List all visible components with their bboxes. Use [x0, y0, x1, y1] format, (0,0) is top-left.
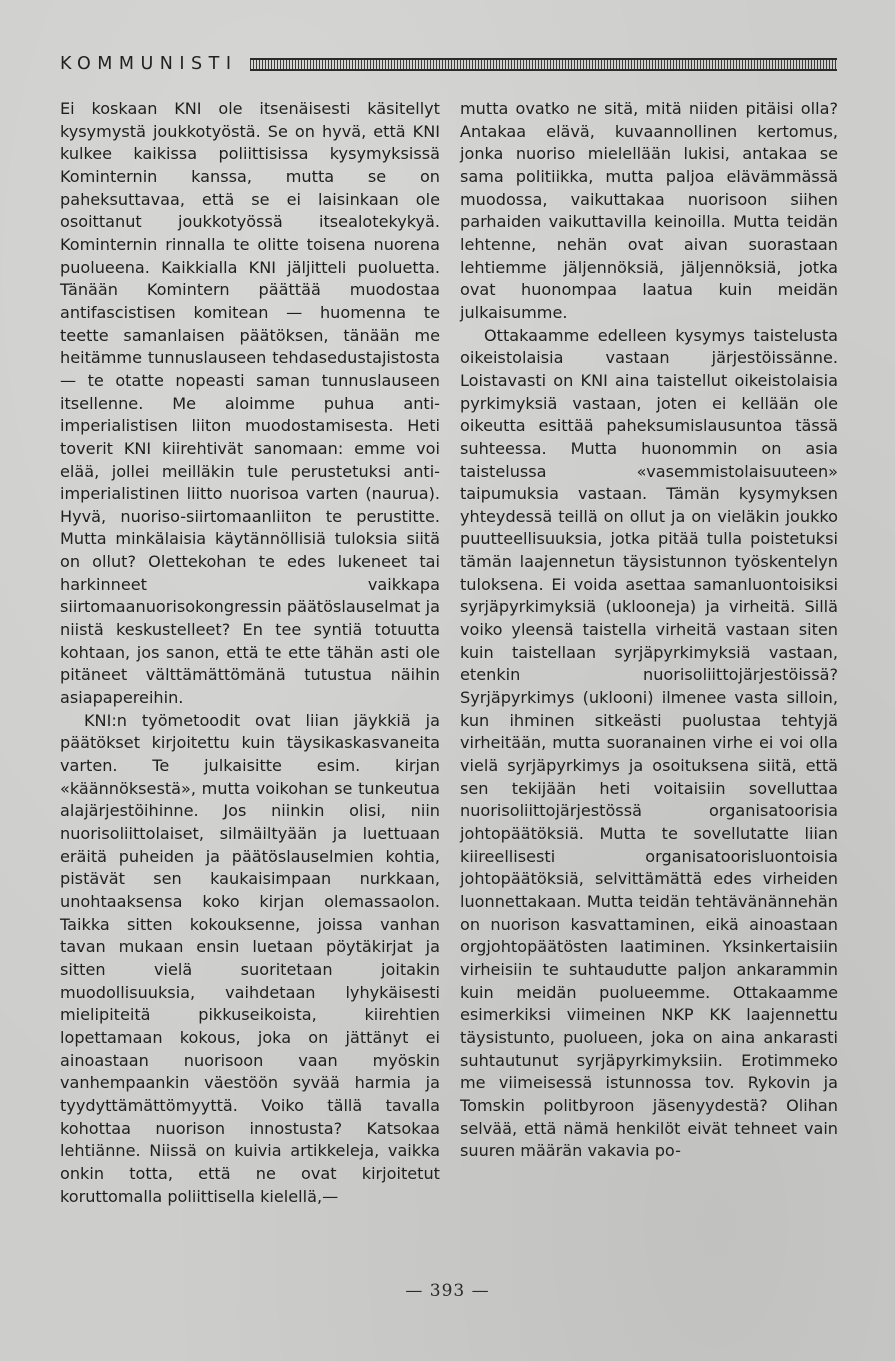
page-header — [60, 52, 837, 76]
left-paragraph-1: Ei koskaan KNI ole itsenäisesti käsitellyt kysymystä joukkotyöstä. Se on hyvä, että KNI kulkee kaikissa poliittisissa kysymyksissä Kominternin kanssa, mutta se on paheksuttavaa, että se ei laisinkaan ole osoittanut joukkotyössä itsealotekykyä. Kominternin rinnalla te olitte toisena nuorena puolueena. Kaikkialla KNI jäljitteli puoluetta. Tänään Komintern päättää muodostaa antifascistisen komitean — huomenna te teette samanlaisen päätöksen, tänään me heitämme tunnuslauseen tehdasedustajistosta — te otatte nopeasti saman tunnuslauseen itsellenne. Me aloimme puhua anti-imperialistisen liiton muodostamisesta. Heti toverit KNI kiirehtivät sanomaan: emme voi elää, jollei meilläkin tule perustetuksi anti-imperialistinen liitto nuorisoa varten (naurua). Hyvä, nuoriso-siirtomaanliiton te perustitte. Mutta minkälaisia käytännöllisiä tuloksia siitä on ollut? Olettekohan te edes lukeneet tai harkinneet vaikkapa siirtomaanuorisokongressin päätöslauselmat ja niistä keskustelleet? En tee syntiä totuutta kohtaan, jos sanon, että te ette tähän asti ole pitäneet välttämättömänä tutustua näihin asiapapereihin. — [60, 99, 440, 708]
right-column — [460, 98, 838, 1278]
right-paragraph-1: mutta ovatko ne sitä, mitä niiden pitäisi olla? Antakaa elävä, kuvaannollinen kertomus, jonka nuoriso mielellään lukisi, antakaa se sama politiikka, mutta paljoa elävämmässä muodossa, vaikuttakaa nuorisoon siihen parhaiden vaikuttavilla keinoilla. Mutta teidän lehtenne, nehän ovat aivan suorastaan lehtiemme jäljennöksiä, jäljennöksiä, jotka ovat huonompaa laatua kuin meidän julkaisumme. — [460, 99, 838, 322]
right-paragraph-2: Ottakaamme edelleen kysymys taistelusta oikeistolaisia vastaan järjestöissänne. Loistavasti on KNI aina taistellut oikeistolaisia pyrkimyksiä vastaan, joten ei kellään ole oikeutta esittää paheksumislausuntoa tässä suhteessa. Mutta huonommin on asia taistelussa «vasemmistolaisuuteen» taipumuksia vastaan. Tämän kysymyksen yhteydessä teillä on ollut ja on vieläkin joukko puutteellisuuksia, jotka pitää tulla poistetuksi tämän laajennetun täysistunnon työskentelyn tuloksena. Ei voida asettaa samanluontoisiksi syrjäpyrkimyksiä (uklooneja) ja virheitä. Sillä voiko yleensä taistella virheitä vastaan siten kuin taistellaan syrjäpyrkimyksiä vastaan, etenkin nuorisoliittojärjestöissä? Syrjäpyrkimys (uklooni) ilmenee vasta silloin, kun ihminen sitkeästi puolustaa tehtyjä virheitään, mutta suoranainen virhe ei voi olla vielä syrjäpyrkimys ja osoituksena siitä, että sen tekijään heti voitaisiin sovelluttaa nuorisoliittojärjestössä organisatoorisia johtopäätöksiä. Mutta te sovellutatte liian kiireellisesti organisatoorisluontoisia johtopäätöksiä, selvittämättä edes virheiden luonnettakaan. Mutta teidän tehtävänännehän on nuorison kasvattaminen, eikä ainoastaan orgjohtopäätösten laatiminen. Yksinkertaisiin virheisiin te suhtaudutte paljon ankarammin kuin meidän puolueemme. Ottakaamme esimerkiksi viimeinen NKP KK laajennettu täysistunto, puolueen, joka on aina ankarasti suhtautunut syrjäpyrkimyksiin. Erotimmeko me viimeisessä istunnossa tov. Rykovin ja Tomskin politbyroon jäsenyydestä? Olihan selvää, että nämä henkilöt eivät tehneet vain suuren määrän vakavia po- — [460, 325, 838, 1161]
page-number: — 393 — — [405, 1281, 490, 1301]
left-column — [60, 98, 440, 1278]
header-rule — [250, 58, 837, 71]
left-paragraph-2: KNI:n työmetoodit ovat liian jäykkiä ja päätökset kirjoitettu kuin täysikaskasvaneita varten. Te julkaisitte esim. kirjan «käännöksestä», mutta voikohan se tunkeutua alajärjestöihinne. Jos niinkin olisi, niin nuorisoliittolaiset, silmäiltyään ja luettuaan eräitä puheiden ja päätöslauselmien kohtia, pistävät sen kaukaisimpaan nurkkaan, unohtaaksensa koko kirjan olemassaolon. Taikka sitten kokouksenne, joissa vanhan tavan mukaan ensin luetaan pöytäkirjat ja sitten vielä suoritetaan joitakin muodollisuuksia, vaihdetaan lyhykäisesti mielipiteitä pikkuseikoista, kiirehtien lopettamaan kokous, joka on jättänyt ei ainoastaan nuorisoon vaan myöskin vanhempaankin väestöön syvää harmia ja tyydyttämättömyyttä. Voiko tällä tavalla kohottaa nuorison innostusta? Katsokaa lehtiänne. Niissä on kuivia artikkeleja, vaikka onkin totta, että ne ovat kirjoitetut koruttomalla poliittisella kielellä,— — [60, 710, 440, 1206]
running-head: KOMMUNISTI — [60, 54, 238, 74]
